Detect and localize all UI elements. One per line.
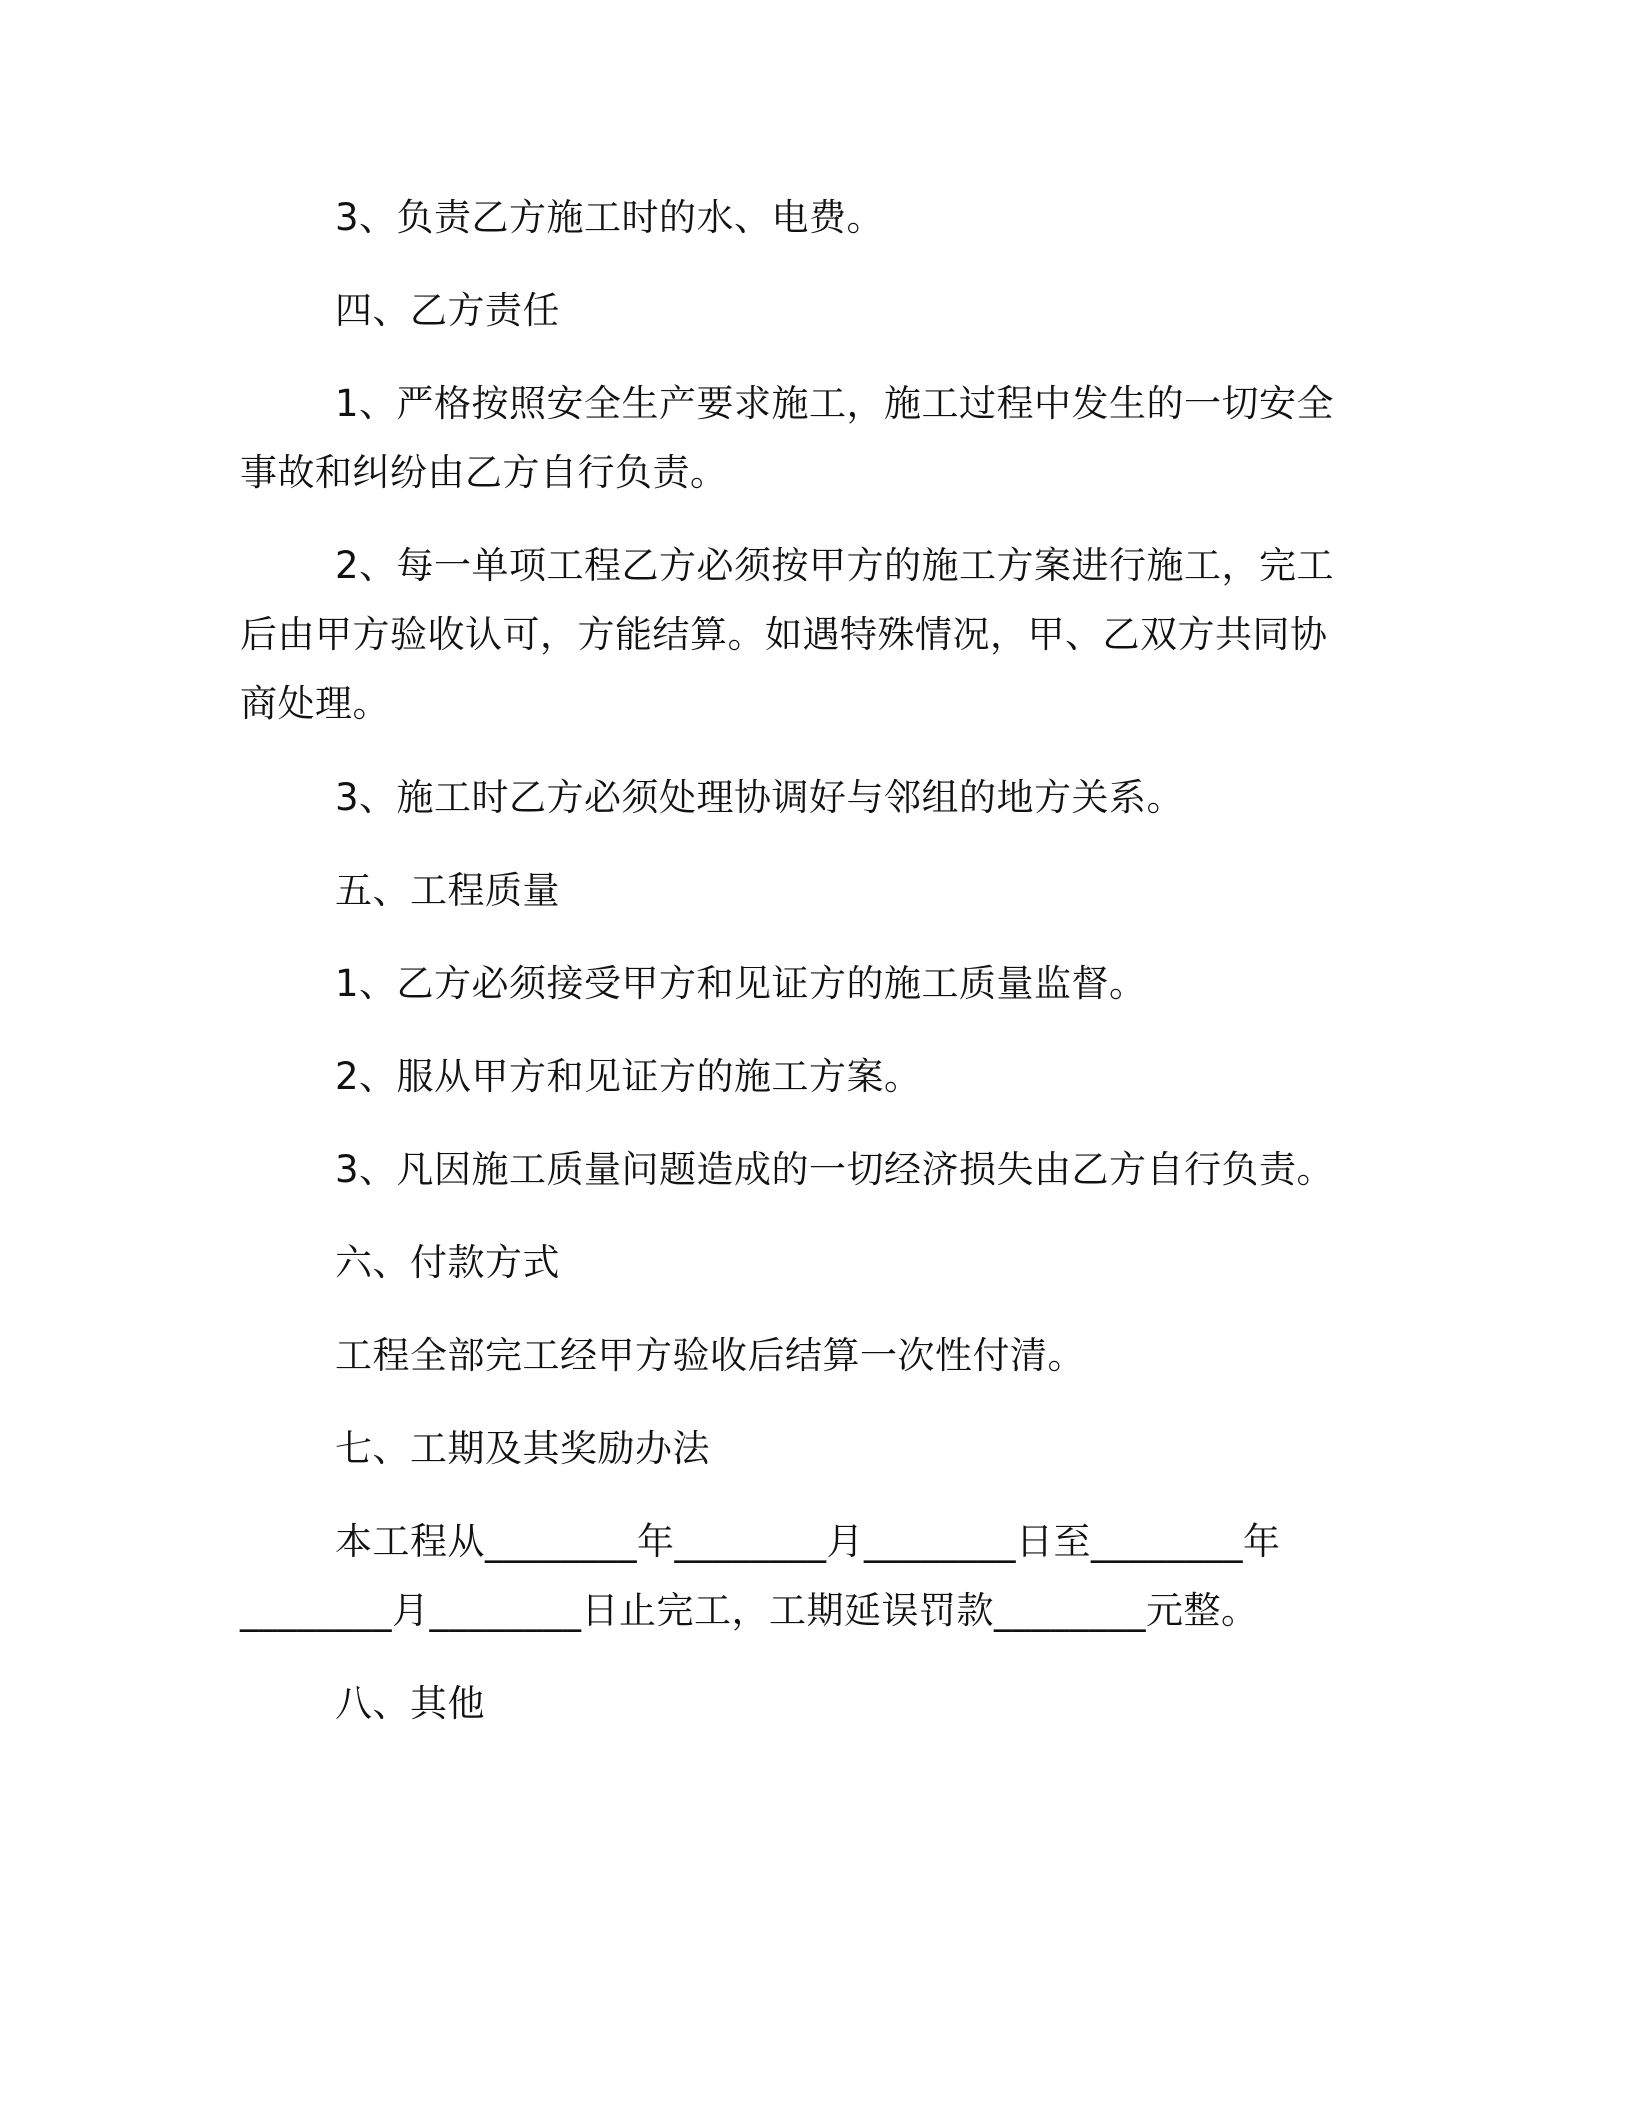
paragraph-clause-5-3: 3、凡因施工质量问题造成的一切经济损失由乙方自行负责。 [335, 1148, 1335, 1191]
section-heading-8: 八、其他 [335, 1682, 485, 1725]
section-heading-4: 四、乙方责任 [335, 289, 560, 332]
paragraph-payment: 工程全部完工经甲方验收后结算一次性付清。 [335, 1334, 1085, 1377]
paragraph-clause-5-2: 2、服从甲方和见证方的施工方案。 [335, 1055, 922, 1098]
section-heading-5: 五、工程质量 [335, 869, 560, 912]
paragraph-clause-4-1: 1、严格按照安全生产要求施工，施工过程中发生的一切安全事故和纠纷由乙方自行负责。 [240, 382, 1335, 494]
section-heading-7: 七、工期及其奖励办法 [335, 1427, 710, 1470]
paragraph-schedule: 本工程从________年________月________日至________年________月________日止完工，工期延误罚款________元整。 [240, 1520, 1281, 1632]
paragraph-clause-5-1: 1、乙方必须接受甲方和见证方的施工质量监督。 [335, 962, 1147, 1005]
paragraph-clause-4-2: 2、每一单项工程乙方必须按甲方的施工方案进行施工，完工后由甲方验收认可，方能结算。如遇特殊情况，甲、乙双方共同协商处理。 [240, 544, 1335, 725]
paragraph-clause-3-0-utilities: 3、负责乙方施工时的水、电费。 [335, 196, 885, 239]
section-heading-6: 六、付款方式 [335, 1241, 560, 1284]
paragraph-clause-4-3: 3、施工时乙方必须处理协调好与邻组的地方关系。 [335, 776, 1185, 819]
